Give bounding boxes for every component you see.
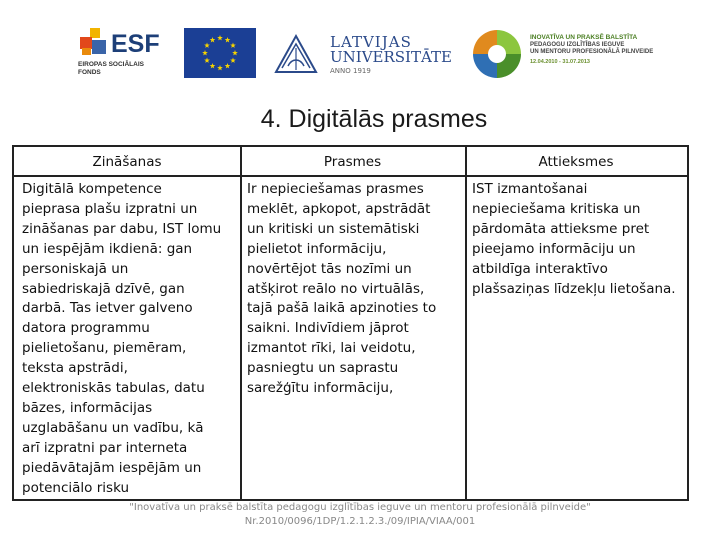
header-knowledge: Zināšanas bbox=[92, 154, 162, 170]
eu-flag-icon bbox=[184, 28, 256, 78]
project-logo bbox=[470, 28, 710, 88]
footer-line2: Nr.2010/0096/1DP/1.2.1.2.3./09/IPIA/VIAA/001 bbox=[244, 516, 476, 527]
project-mark-icon bbox=[470, 28, 524, 80]
university-crest-icon bbox=[272, 32, 320, 76]
university-name-line2: UNIVERSITĀTE bbox=[330, 48, 452, 66]
project-line2: PEDAGOGU IZGLĪTĪBAS IEGUVE bbox=[530, 41, 625, 48]
esf-logo bbox=[78, 28, 160, 88]
university-year: ANNO 1919 bbox=[330, 67, 371, 75]
header-attitudes: Attieksmes bbox=[538, 154, 614, 170]
project-dates: 12.04.2010 - 31.07.2013 bbox=[530, 58, 590, 65]
header-skills: Prasmes bbox=[323, 154, 382, 170]
cell-attitudes: IST izmantošanai nepieciešama kritiska un pārdomāta attieksme pret pieejamo informāciju un atbildīga interaktīvo plašsaziņas līdzekļu lietošana. bbox=[472, 181, 676, 297]
cell-skills: Ir nepieciešamas prasmes meklēt, apkopot, apstrādāt un kritiski un sistemātiski pielietot informāciju, novērtējot tās nozīmi un atšķirot reālo no virtuālās, tajā pašā laikā apzinoties to saikni. Indivīdiem jāprot izmantot rīki, lai veidotu, pasniegtu un saprastu sarežģītu informāciju, bbox=[247, 181, 437, 397]
footer-caption bbox=[0, 501, 720, 529]
eu-flag-logo bbox=[184, 28, 256, 78]
slide-title: 4. Digitālās prasmes bbox=[260, 105, 488, 133]
footer-line1: "Inovatīva un praksē balstīta pedagogu izglītības ieguve un mentoru profesionālā pilnveide" bbox=[129, 502, 591, 513]
project-line3: UN MENTORU PROFESIONĀLĀ PILNVEIDE bbox=[530, 49, 654, 55]
esf-wordmark: ESF bbox=[111, 30, 160, 58]
university-logo bbox=[272, 30, 457, 78]
university-name-line1: LATVIJAS bbox=[330, 33, 412, 51]
project-line1: INOVATĪVA UN PRAKSĒ BALSTĪTA bbox=[530, 34, 638, 41]
esf-subtitle: EIROPAS SOCIĀLAIS FONDS bbox=[78, 61, 144, 76]
project-text bbox=[530, 34, 710, 66]
esf-mark-icon bbox=[78, 28, 108, 56]
competence-table bbox=[12, 145, 689, 501]
cell-knowledge: Digitālā kompetence pieprasa plašu izpratni un zināšanas par dabu, IST lomu un iespējām ikdienā: gan personiskajā un sabiedriskajā dzīvē, gan darbā. Tas ietver galveno datora programmu pielietošanu, piemēram, teksta apstrādi, elektroniskās tabulas, datu bāzes, informācijas uzglabāšanu un vadību, kā arī izpratni par interneta piedāvātajām iespējām un potenciālo risku bbox=[22, 181, 222, 496]
